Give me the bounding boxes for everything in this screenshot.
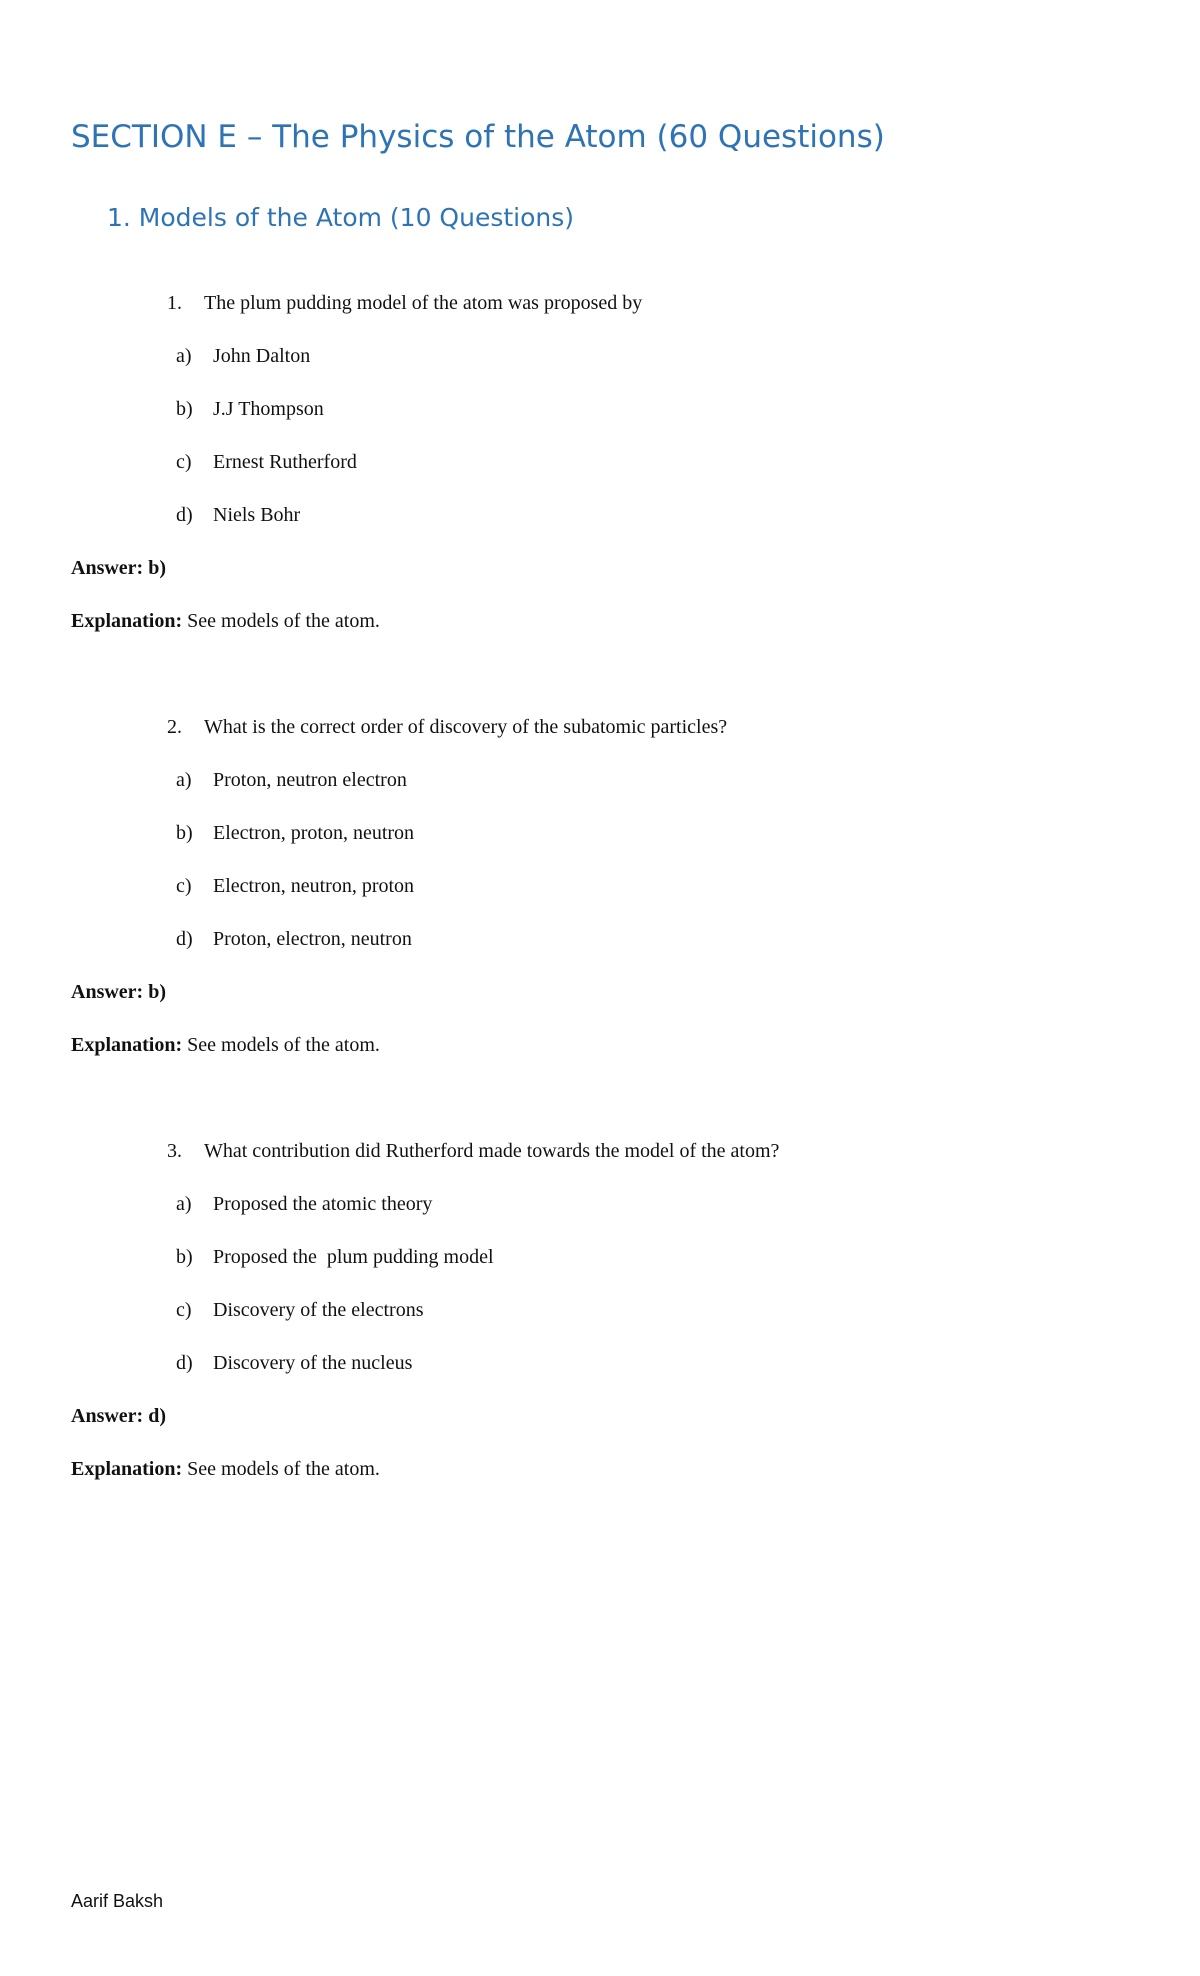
question-text: The plum pudding model of the atom was proposed by — [204, 292, 643, 314]
option-text: Electron, neutron, proton — [213, 875, 415, 897]
option-text: Electron, proton, neutron — [213, 822, 415, 844]
explanation-text: See models of the atom. — [182, 610, 380, 632]
option-text: Discovery of the electrons — [213, 1299, 424, 1321]
option-letter: b) — [176, 822, 193, 844]
answer-line: Answer: b) — [71, 981, 166, 1003]
explanation-label: Explanation: — [71, 1034, 183, 1056]
option-text: J.J Thompson — [213, 398, 324, 420]
option-text: Proton, neutron electron — [213, 769, 407, 791]
section-title: SECTION E – The Physics of the Atom (60 Questions) — [71, 119, 885, 155]
option-text: Niels Bohr — [213, 504, 301, 526]
explanation-text: See models of the atom. — [182, 1458, 380, 1480]
option-text: Discovery of the nucleus — [213, 1352, 413, 1374]
option-letter: c) — [176, 875, 192, 897]
footer-author: Aarif Baksh — [71, 1891, 164, 1911]
option-text: Proton, electron, neutron — [213, 928, 412, 950]
option-letter: c) — [176, 1299, 192, 1321]
question-text: What is the correct order of discovery of the subatomic particles? — [204, 716, 728, 738]
option-letter: a) — [176, 1193, 192, 1215]
question-text: What contribution did Rutherford made towards the model of the atom? — [204, 1140, 780, 1162]
option-text: Ernest Rutherford — [213, 451, 357, 473]
option-text: Proposed the plum pudding model — [213, 1246, 494, 1268]
option-letter: d) — [176, 504, 193, 526]
question-number: 2. — [167, 716, 182, 738]
explanation-label: Explanation: — [71, 610, 183, 632]
explanation-line — [71, 1459, 380, 1479]
option-text: Proposed the atomic theory — [213, 1193, 433, 1215]
answer-line: Answer: b) — [71, 557, 166, 579]
option-letter: d) — [176, 1352, 193, 1374]
explanation-line — [71, 1035, 380, 1055]
explanation-text: See models of the atom. — [182, 1034, 380, 1056]
option-letter: c) — [176, 451, 192, 473]
option-letter: b) — [176, 1246, 193, 1268]
explanation-label: Explanation: — [71, 1458, 183, 1480]
option-letter: d) — [176, 928, 193, 950]
subsection-title: 1. Models of the Atom (10 Questions) — [107, 203, 575, 232]
explanation-line — [71, 611, 380, 631]
question-number: 1. — [167, 292, 182, 314]
option-letter: b) — [176, 398, 193, 420]
option-letter: a) — [176, 769, 192, 791]
option-letter: a) — [176, 345, 192, 367]
answer-line: Answer: d) — [71, 1405, 166, 1427]
question-number: 3. — [167, 1140, 182, 1162]
option-text: John Dalton — [213, 345, 311, 367]
